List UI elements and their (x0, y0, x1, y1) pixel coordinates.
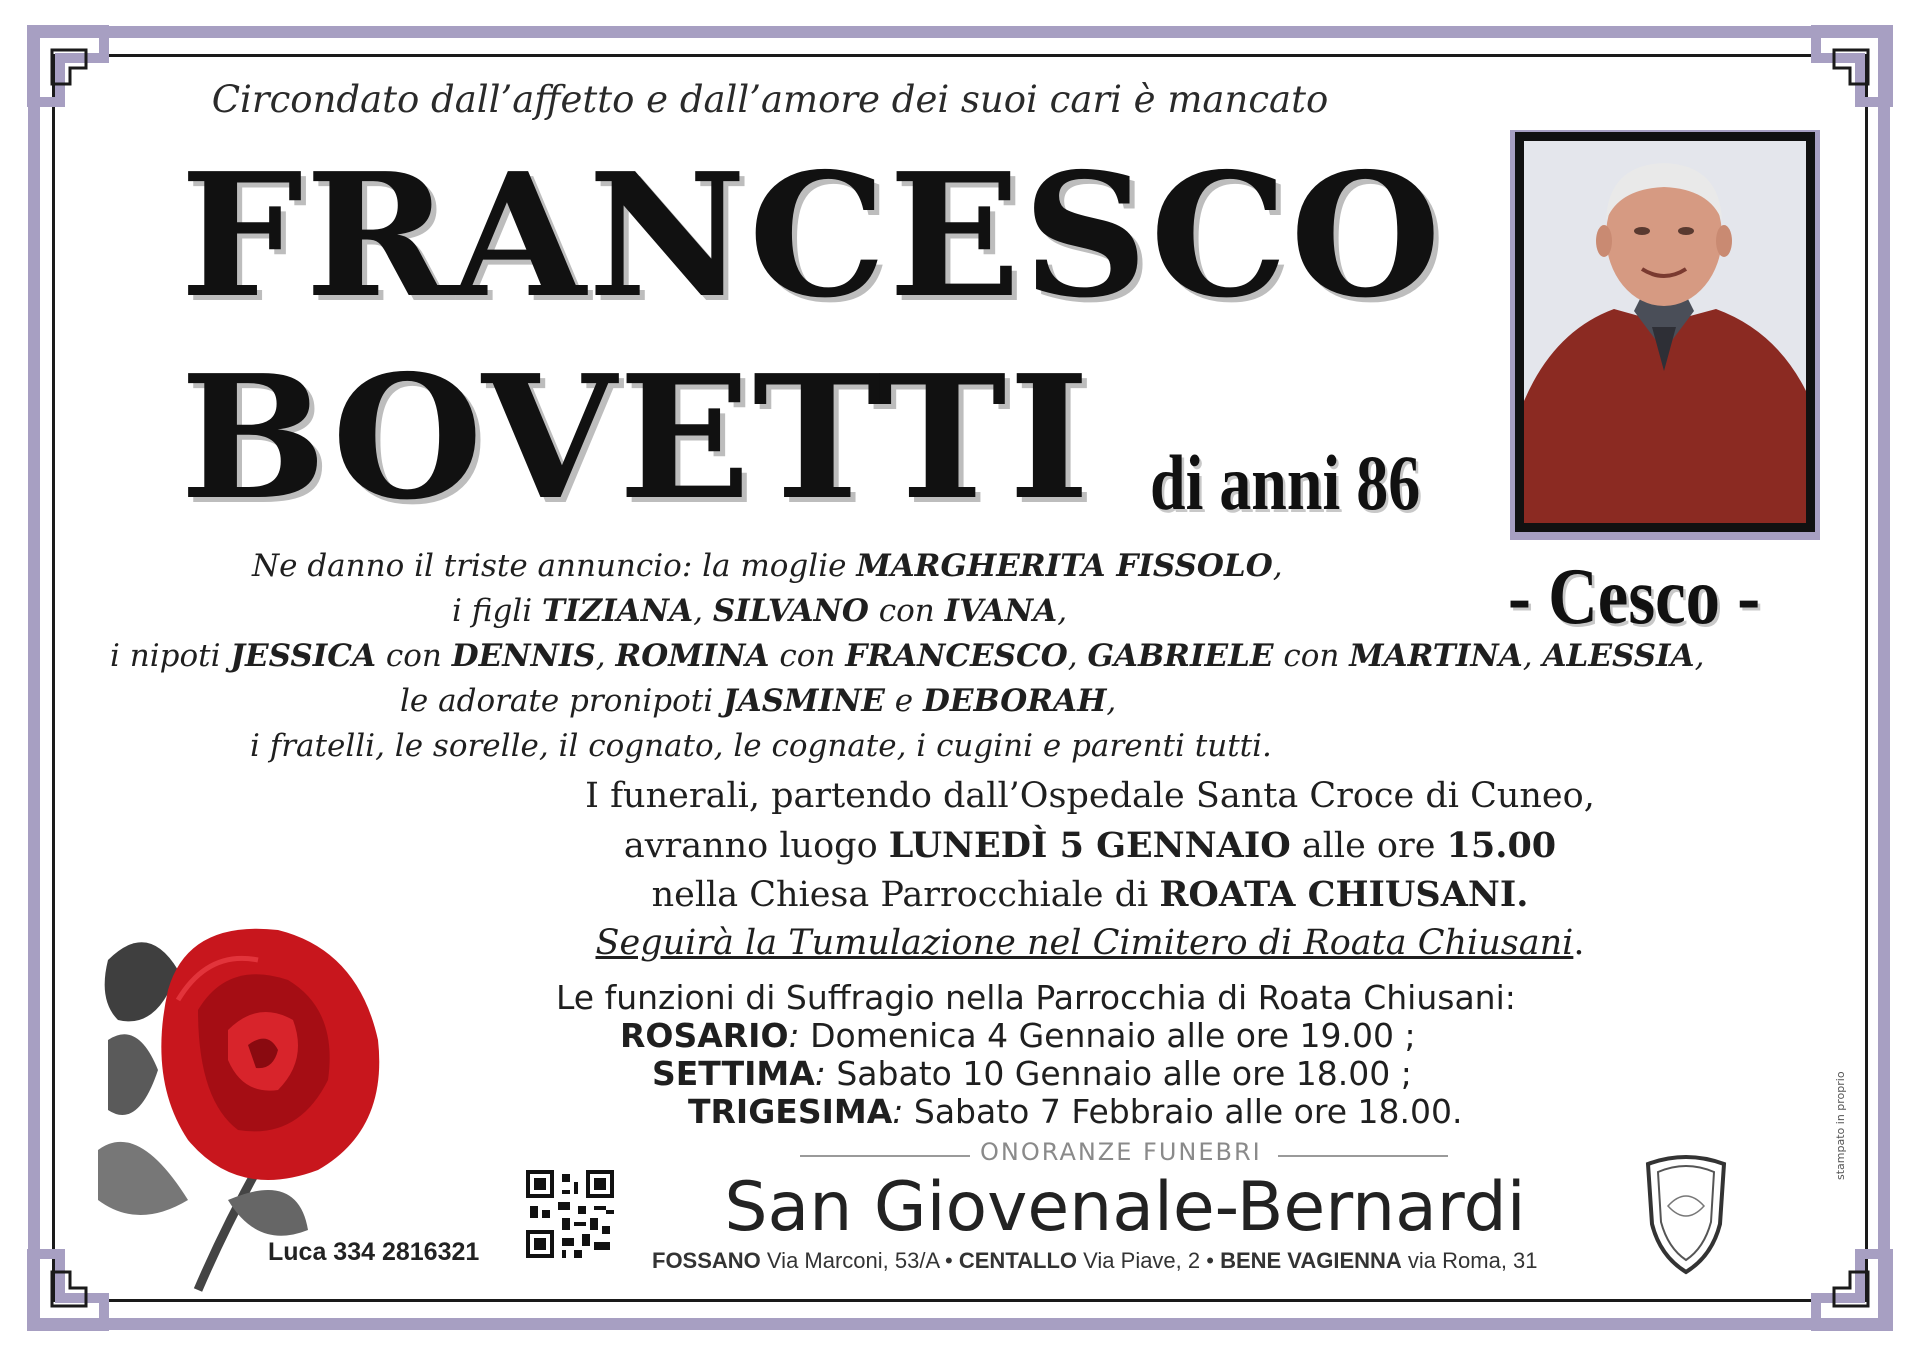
text: , (1694, 638, 1705, 674)
age: di anni 86 (1150, 439, 1421, 526)
divider-left (800, 1155, 970, 1157)
text: e (884, 683, 923, 719)
text: Domenica 4 Gennaio alle ore 19.00 ; (799, 1016, 1416, 1055)
text: con (1273, 638, 1350, 674)
nickname: - Cesco - (1508, 553, 1761, 641)
rose-illustration (78, 900, 458, 1300)
text: , (693, 593, 713, 629)
name-ivana: IVANA (944, 593, 1058, 629)
label: SETTIMA (652, 1054, 815, 1093)
name-francesco: FRANCESCO (845, 638, 1068, 674)
funeral-date: LUNEDÌ 5 GENNAIO (888, 825, 1291, 866)
qr-code-icon[interactable] (526, 1170, 614, 1258)
name-silvano: SILVANO (712, 593, 869, 629)
mass-rosario (620, 1016, 1416, 1055)
mass-settima (652, 1054, 1412, 1093)
text: Via Piave, 2 • (1077, 1248, 1221, 1273)
first-name: FRANCESCO (180, 136, 1444, 336)
text: , (595, 638, 616, 674)
mourners-line-2 (452, 593, 1067, 629)
name-jasmine: JASMINE (723, 683, 885, 719)
company-name: San Giovenale-Bernardi (724, 1168, 1526, 1247)
text: avranno luogo (623, 826, 889, 866)
name-gabriele: GABRIELE (1087, 638, 1274, 674)
company-addresses (652, 1248, 1538, 1274)
text: le adorate pronipoti (400, 683, 724, 719)
text: Ne danno il triste annuncio: la moglie (252, 548, 857, 584)
name-martina: MARTINA (1349, 638, 1523, 674)
divider-right (1278, 1155, 1448, 1157)
last-name: BOVETTI (180, 338, 1092, 538)
name-tiziana: TIZIANA (541, 593, 694, 629)
city: FOSSANO (652, 1248, 761, 1273)
text: nella Chiesa Parrocchiale di (651, 875, 1160, 915)
text: : (892, 1092, 904, 1131)
text: : (788, 1016, 800, 1055)
text: Sabato 7 Febbraio alle ore 18.00. (903, 1092, 1463, 1131)
portrait-illustration (1524, 141, 1806, 523)
funeral-line-4 (500, 923, 1680, 963)
text: i figli (452, 593, 542, 629)
text: , (1057, 593, 1068, 629)
corner-ornament-top-right (1810, 24, 1894, 108)
company-crest-logo (1638, 1146, 1734, 1276)
label: TRIGESIMA (688, 1092, 893, 1131)
mourners-line-3 (110, 638, 1704, 674)
text: Via Marconi, 53/A • (760, 1248, 959, 1273)
text: via Roma, 31 (1401, 1248, 1538, 1273)
funeral-time: 15.00 (1446, 825, 1557, 866)
funeral-line-1: I funerali, partendo dall’Ospedale Santa Croce di Cuneo, (585, 776, 1595, 816)
intro-line: Circondato dall’affetto e dall’amore dei suoi cari è mancato (211, 78, 1329, 121)
mass-trigesima (688, 1092, 1462, 1131)
text: , (1272, 548, 1283, 584)
name-jessica: JESSICA (230, 638, 377, 674)
text: con (868, 593, 945, 629)
name-deborah: DEBORAH (922, 683, 1107, 719)
text: i nipoti (110, 638, 231, 674)
text: Sabato 10 Gennaio alle ore 18.00 ; (825, 1054, 1412, 1093)
name-margherita: MARGHERITA FISSOLO (856, 548, 1273, 584)
city: BENE VAGIENNA (1220, 1248, 1402, 1273)
burial-note: Seguirà la Tumulazione nel Cimitero di Roata Chiusani (595, 923, 1574, 963)
masses-heading: Le funzioni di Suffragio nella Parrocchia di Roata Chiusani: (556, 978, 1516, 1017)
text: . (1573, 923, 1585, 963)
onoranze-label: ONORANZE FUNEBRI (980, 1138, 1262, 1166)
mourners-line-1 (252, 548, 1283, 584)
name-dennis: DENNIS (451, 638, 596, 674)
text: con (769, 638, 846, 674)
portrait-photo (1515, 132, 1815, 532)
mourners-line-5: i fratelli, le sorelle, il cognato, le cognate, i cugini e parenti tutti. (250, 728, 1272, 764)
corner-ornament-bottom-right (1810, 1248, 1894, 1332)
text: : (814, 1054, 826, 1093)
name-romina: ROMINA (615, 638, 770, 674)
funeral-place: ROATA CHIUSANI. (1159, 874, 1529, 915)
text: , (1522, 638, 1543, 674)
city: CENTALLO (958, 1248, 1078, 1273)
contact-phone: Luca 334 2816321 (268, 1238, 480, 1266)
text: , (1067, 638, 1088, 674)
funeral-line-3 (500, 874, 1680, 915)
text: con (376, 638, 452, 674)
printed-note: stampato in proprio (1834, 1071, 1847, 1180)
label: ROSARIO (620, 1016, 789, 1055)
mourners-line-4 (400, 683, 1116, 719)
name-alessia: ALESSIA (1542, 638, 1695, 674)
funeral-line-2 (500, 825, 1680, 866)
text: alle ore (1290, 826, 1447, 866)
text: , (1106, 683, 1117, 719)
